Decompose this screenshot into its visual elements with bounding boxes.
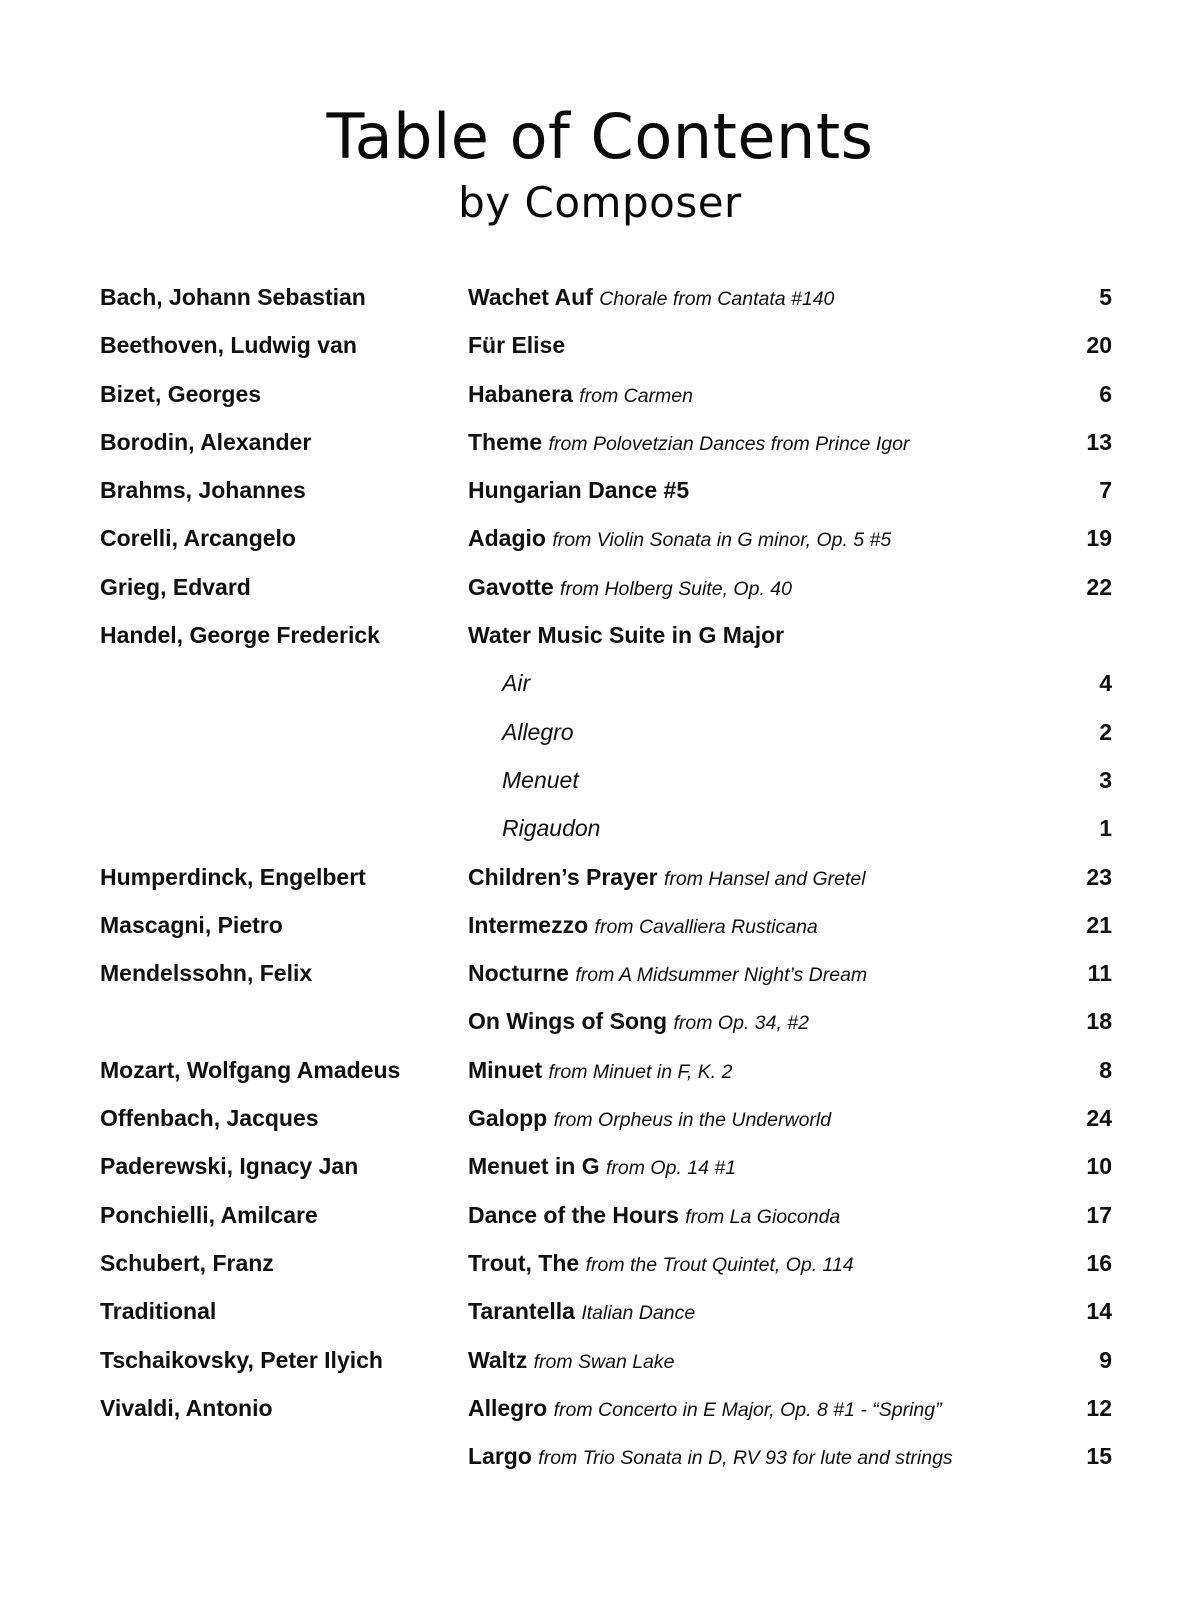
composer-name [100, 668, 468, 672]
work-title: Dance of the Hours [468, 1201, 679, 1228]
toc-entry-row [100, 1248, 1112, 1296]
page-number: 6 [1099, 380, 1112, 407]
toc-entry-row [100, 427, 1112, 475]
work-subtitle: from A Midsummer Night’s Dream [575, 964, 868, 987]
work-cell [468, 475, 1034, 502]
toc-entry-row [100, 958, 1112, 1006]
toc-entry-row [100, 1345, 1112, 1393]
toc-entry-row [100, 910, 1112, 958]
composer-name: Beethoven, Ludwig van [100, 332, 357, 359]
work-subtitle: from Violin Sonata in G minor, Op. 5 #5 [552, 529, 892, 552]
page-number: 14 [1086, 1298, 1112, 1325]
page-number: 4 [1099, 670, 1112, 697]
work-cell [468, 1296, 1034, 1324]
work-cell [468, 1006, 1034, 1034]
composer-name: Schubert, Franz [100, 1249, 274, 1276]
toc-entry-row [100, 1393, 1112, 1441]
work-title: Habanera [468, 380, 573, 407]
composer-name [100, 717, 468, 721]
page-number: 5 [1099, 284, 1112, 310]
composer-name: Vivaldi, Antonio [100, 1394, 273, 1421]
toc-entry-row [100, 1200, 1112, 1248]
page-title: Table of Contents [326, 100, 874, 173]
toc-entry-row [100, 1441, 1112, 1489]
toc-entry-row [100, 379, 1112, 427]
page-number: 9 [1099, 1346, 1112, 1373]
work-subtitle: from the Trout Quintet, Op. 114 [585, 1253, 854, 1276]
work-subtitle: from Holberg Suite, Op. 40 [560, 577, 792, 600]
work-title: Intermezzo [468, 911, 589, 938]
work-subtitle: from Op. 34, #2 [673, 1012, 809, 1035]
composer-name: Ponchielli, Amilcare [100, 1201, 318, 1228]
work-subtitle: from Carmen [579, 384, 693, 407]
work-title: Trout, The [468, 1249, 580, 1276]
work-subtitle: from Polovetzian Dances from Prince Igor [548, 432, 910, 455]
work-cell [468, 910, 1034, 938]
work-cell [468, 1151, 1034, 1179]
work-cell [468, 330, 1034, 357]
work-subtitle: from Swan Lake [533, 1350, 675, 1373]
page-number: 20 [1086, 332, 1112, 359]
page-subtitle: by Composer [458, 178, 742, 228]
work-cell [468, 1200, 1034, 1228]
composer-name: Corelli, Arcangelo [100, 525, 296, 552]
page-number: 8 [1099, 1056, 1112, 1083]
work-cell [468, 1393, 1034, 1421]
page-number: 23 [1086, 863, 1112, 890]
work-cell [468, 620, 1034, 647]
page-number: 13 [1086, 428, 1112, 455]
composer-name: Paderewski, Ignacy Jan [100, 1153, 359, 1180]
work-cell [468, 1248, 1034, 1276]
work-title: Allegro [468, 1394, 548, 1421]
toc-entry-row [100, 862, 1112, 910]
composer-name: Traditional [100, 1298, 217, 1325]
work-title: Menuet [502, 766, 579, 793]
work-subtitle: Italian Dance [581, 1302, 696, 1325]
toc-entry-row [100, 1055, 1112, 1103]
work-title: Minuet [468, 1056, 543, 1083]
work-cell [468, 1055, 1034, 1083]
composer-name: Mendelssohn, Felix [100, 960, 313, 987]
toc-entry-row [100, 1151, 1112, 1199]
page-number: 11 [1087, 960, 1112, 987]
work-subtitle: from Op. 14 #1 [606, 1157, 737, 1180]
composer-name: Tschaikovsky, Peter Ilyich [100, 1346, 383, 1373]
work-subtitle: from Minuet in F, K. 2 [548, 1060, 733, 1083]
page-number [1034, 620, 1112, 624]
composer-name [100, 1006, 468, 1010]
work-title: Waltz [468, 1346, 528, 1373]
page-number: 15 [1086, 1443, 1112, 1470]
work-cell [468, 523, 1034, 551]
composer-name: Brahms, Johannes [100, 477, 306, 504]
work-title: Air [502, 670, 531, 697]
composer-name: Bizet, Georges [100, 380, 262, 407]
page-number: 16 [1086, 1249, 1112, 1276]
work-cell [468, 427, 1034, 455]
page-number: 24 [1086, 1105, 1112, 1132]
work-title: Menuet in G [468, 1153, 600, 1180]
toc-entry-row [100, 330, 1112, 378]
work-cell [468, 958, 1034, 986]
work-title: Tarantella [468, 1298, 575, 1325]
work-cell [468, 862, 1034, 890]
work-subtitle: from Concerto in E Major, Op. 8 #1 - “Spring” [553, 1398, 942, 1421]
toc-entry-list [100, 282, 1112, 1489]
page-number: 10 [1086, 1153, 1112, 1180]
work-subtitle: from Orpheus in the Underworld [553, 1109, 832, 1132]
page-number: 3 [1099, 766, 1112, 793]
work-title: Galopp [468, 1105, 548, 1132]
work-title: Allegro [502, 718, 574, 745]
toc-entry-row [100, 765, 1112, 813]
work-title: Wachet Auf [468, 284, 593, 310]
toc-entry-row [100, 282, 1112, 330]
work-title: Gavotte [468, 573, 554, 600]
work-subtitle: from La Gioconda [685, 1205, 841, 1228]
work-subtitle: from Cavalliera Rusticana [594, 915, 818, 938]
composer-name: Humperdinck, Engelbert [100, 863, 366, 890]
work-cell [468, 1103, 1034, 1131]
work-cell [468, 765, 1034, 792]
composer-name: Handel, George Frederick [100, 622, 380, 649]
work-cell [468, 282, 1034, 310]
work-cell [468, 668, 1034, 695]
composer-name: Mozart, Wolfgang Amadeus [100, 1056, 401, 1083]
toc-entry-row [100, 813, 1112, 861]
work-subtitle: from Trio Sonata in D, RV 93 for lute and strings [538, 1447, 953, 1470]
page-number: 19 [1086, 525, 1112, 552]
work-title: Water Music Suite in G Major [468, 622, 785, 649]
toc-entry-row [100, 668, 1112, 716]
composer-name [100, 765, 468, 769]
work-title: Für Elise [468, 332, 566, 359]
work-title: Hungarian Dance #5 [468, 477, 690, 504]
work-subtitle: from Hansel and Gretel [664, 867, 866, 890]
page-number: 21 [1086, 911, 1112, 938]
page-number: 7 [1099, 477, 1112, 504]
toc-entry-row [100, 620, 1112, 668]
work-title: Nocturne [468, 960, 569, 987]
page-number: 12 [1086, 1394, 1112, 1421]
page-number: 17 [1086, 1201, 1112, 1228]
toc-entry-row [100, 1006, 1112, 1054]
composer-name: Grieg, Edvard [100, 573, 251, 600]
toc-entry-row [100, 1296, 1112, 1344]
work-cell [468, 572, 1034, 600]
page-number: 18 [1086, 1008, 1112, 1035]
work-title: Children’s Prayer [468, 863, 658, 890]
page-number: 22 [1086, 573, 1112, 600]
work-cell [468, 1441, 1034, 1469]
work-cell [468, 717, 1034, 744]
work-cell [468, 379, 1034, 407]
page-number: 1 [1099, 815, 1112, 842]
work-title: Largo [468, 1443, 532, 1470]
page-number: 2 [1099, 718, 1112, 745]
composer-name: Offenbach, Jacques [100, 1105, 319, 1132]
title-block [0, 100, 1200, 228]
composer-name [100, 1441, 468, 1445]
work-title: Rigaudon [502, 815, 601, 842]
work-cell [468, 1345, 1034, 1373]
toc-entry-row [100, 717, 1112, 765]
toc-entry-row [100, 1103, 1112, 1151]
composer-name: Bach, Johann Sebastian [100, 284, 366, 310]
work-title: Theme [468, 428, 543, 455]
work-title: Adagio [468, 525, 546, 552]
work-cell [468, 813, 1034, 840]
work-subtitle: Chorale from Cantata #140 [599, 288, 835, 310]
composer-name: Mascagni, Pietro [100, 911, 283, 938]
toc-entry-row [100, 572, 1112, 620]
work-title: On Wings of Song [468, 1008, 668, 1035]
toc-entry-row [100, 523, 1112, 571]
composer-name [100, 813, 468, 817]
toc-entry-row [100, 475, 1112, 523]
composer-name: Borodin, Alexander [100, 428, 312, 455]
